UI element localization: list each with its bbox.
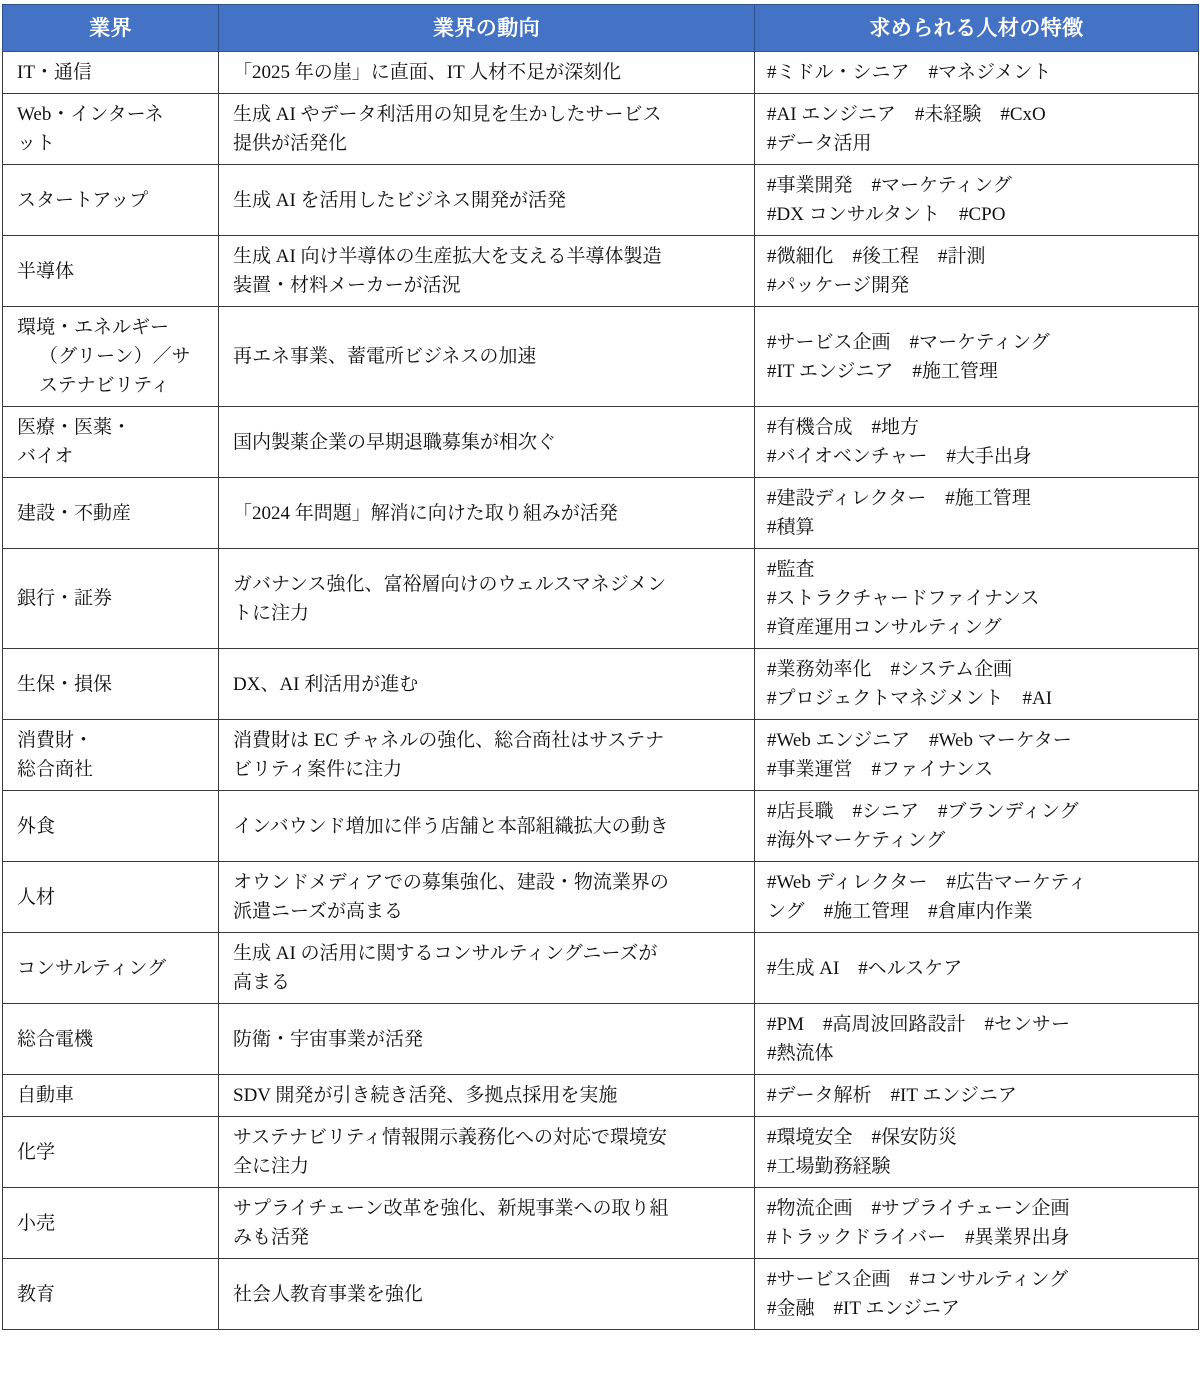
cell-industry-lines — [17, 812, 212, 841]
table-row — [3, 1004, 1199, 1075]
cell-industry-lines — [17, 100, 212, 158]
cell-trend-line: 「2025 年の崖」に直面、IT 人材不足が深刻化 — [233, 62, 622, 83]
cell-talent-line: #サービス企画 #マーケティング — [767, 331, 1050, 353]
cell-talent-line: #熱流体 — [767, 1043, 834, 1064]
cell-industry — [3, 94, 219, 165]
cell-talent-lines — [767, 655, 1190, 713]
cell-talent-line: #サービス企画 #コンサルティング — [767, 1269, 1069, 1290]
cell-talent-lines — [767, 171, 1190, 229]
cell-trend-line: 高まる — [233, 972, 291, 993]
cell-trend — [219, 1188, 755, 1259]
cell-talent — [755, 236, 1199, 307]
cell-industry-lines — [17, 413, 212, 471]
table-row — [3, 649, 1199, 720]
cell-industry — [3, 307, 219, 407]
cell-industry — [3, 1259, 219, 1330]
cell-trend-lines — [233, 670, 744, 699]
cell-trend-lines — [233, 499, 744, 528]
cell-trend-lines — [233, 428, 744, 457]
cell-industry-lines — [17, 954, 212, 983]
cell-talent-lines — [767, 1265, 1190, 1323]
cell-trend-line: 防衛・宇宙事業が活発 — [233, 1028, 424, 1050]
cell-industry-line: 半導体 — [17, 260, 75, 282]
cell-talent — [755, 307, 1199, 407]
cell-trend-line: 生成 AI 向け半導体の生産拡大を支える半導体製造 — [233, 246, 662, 267]
cell-industry — [3, 1075, 219, 1117]
table-row — [3, 1259, 1199, 1330]
cell-talent — [755, 1188, 1199, 1259]
cell-talent-line: #AI エンジニア #未経験 #CxO — [767, 104, 1046, 125]
table-row — [3, 933, 1199, 1004]
cell-industry — [3, 720, 219, 791]
cell-industry-line: 銀行・証券 — [17, 588, 113, 609]
cell-talent-line: #工場勤務経験 — [767, 1156, 891, 1177]
cell-trend-lines — [233, 186, 744, 215]
cell-talent-line: #ミドル・シニア #マネジメント — [767, 62, 1052, 83]
cell-industry-line: 人材 — [17, 886, 56, 908]
cell-trend-lines — [233, 812, 744, 841]
cell-talent-lines — [767, 954, 1190, 983]
cell-industry-lines — [17, 186, 212, 215]
cell-talent-lines — [767, 58, 1190, 87]
cell-trend-line: 派遣ニーズが高まる — [233, 901, 404, 922]
cell-trend — [219, 94, 755, 165]
cell-talent — [755, 791, 1199, 862]
cell-industry-lines — [17, 257, 212, 286]
cell-trend-line: トに注力 — [233, 602, 310, 624]
cell-talent — [755, 1117, 1199, 1188]
cell-talent-line: #事業運営 #ファイナンス — [767, 759, 994, 780]
cell-talent-line: #業務効率化 #システム企画 — [767, 659, 1013, 680]
cell-trend-line: DX、AI 利活用が進む — [233, 673, 419, 695]
cell-industry-line: 教育 — [17, 1283, 56, 1305]
table-row — [3, 1117, 1199, 1188]
cell-talent-line: #金融 #IT エンジニア — [767, 1298, 960, 1319]
cell-trend — [219, 1004, 755, 1075]
cell-trend — [219, 52, 755, 94]
column-header-trend: 業界の動向 — [219, 5, 755, 52]
cell-talent-lines — [767, 868, 1190, 926]
cell-industry-lines — [17, 499, 212, 528]
cell-trend-lines — [233, 1280, 744, 1309]
column-header-talent: 求められる人材の特徴 — [755, 5, 1199, 52]
cell-trend-line: 社会人教育事業を強化 — [233, 1283, 424, 1305]
cell-trend — [219, 791, 755, 862]
cell-talent-line: ング #施工管理 #倉庫内作業 — [767, 901, 1033, 922]
cell-trend-line: サプライチェーン改革を強化、新規事業への取り組 — [233, 1198, 669, 1219]
cell-industry — [3, 165, 219, 236]
table-body — [3, 52, 1199, 1330]
cell-talent-line: #トラックドライバー #異業界出身 — [767, 1227, 1070, 1248]
cell-industry-line: バイオ — [17, 446, 74, 467]
cell-talent — [755, 94, 1199, 165]
cell-talent-line: #パッケージ開発 — [767, 275, 910, 296]
cell-industry-lines — [17, 58, 212, 87]
cell-talent-line: #積算 — [767, 517, 815, 538]
cell-trend-lines — [233, 58, 744, 87]
cell-industry-lines — [17, 1081, 212, 1110]
cell-trend-lines — [233, 342, 744, 371]
cell-industry-lines — [17, 883, 212, 912]
cell-talent-line: #微細化 #後工程 #計測 — [767, 246, 986, 267]
cell-industry-line: ステナビリティ — [39, 375, 170, 396]
cell-industry-lines — [17, 726, 212, 784]
cell-trend — [219, 933, 755, 1004]
cell-talent-line: #PM #高周波回路設計 #センサー — [767, 1014, 1070, 1035]
cell-trend-line: SDV 開発が引き続き活発、多拠点採用を実施 — [233, 1085, 618, 1106]
cell-talent-line: #有機合成 #地方 — [767, 417, 920, 438]
cell-industry-line: 総合電機 — [17, 1028, 94, 1050]
cell-talent-line: #Web ディレクター #広告マーケティ — [767, 872, 1087, 893]
cell-talent — [755, 862, 1199, 933]
cell-talent-line: #生成 AI #ヘルスケア — [767, 957, 963, 979]
cell-industry — [3, 1004, 219, 1075]
cell-talent-line: #海外マーケティング — [767, 830, 946, 851]
cell-trend-line: 国内製薬企業の早期退職募集が相次ぐ — [233, 431, 557, 453]
column-header-industry: 業界 — [3, 5, 219, 52]
cell-talent-line: #事業開発 #マーケティング — [767, 175, 1012, 196]
cell-talent-lines — [767, 1194, 1190, 1252]
table-row — [3, 236, 1199, 307]
cell-industry-lines — [17, 1280, 212, 1309]
cell-trend-lines — [233, 1081, 744, 1110]
cell-trend — [219, 307, 755, 407]
cell-industry-line: （グリーン）／サ — [39, 346, 191, 367]
cell-trend-line: 装置・材料メーカーが活況 — [233, 275, 461, 296]
cell-talent — [755, 1259, 1199, 1330]
cell-talent-line: #物流企画 #サプライチェーン企画 — [767, 1198, 1070, 1219]
cell-trend-line: 再エネ事業、蓄電所ビジネスの加速 — [233, 346, 537, 367]
cell-talent-line: #IT エンジニア #施工管理 — [767, 360, 998, 382]
cell-industry-line: 医療・医薬・ — [17, 417, 132, 438]
cell-talent-lines — [767, 726, 1190, 784]
cell-industry-line: 環境・エネルギー — [17, 317, 170, 338]
cell-trend-line: サステナビリティ情報開示義務化への対応で環境安 — [233, 1127, 667, 1148]
cell-trend-line: 全に注力 — [233, 1156, 310, 1177]
cell-trend-lines — [233, 242, 744, 300]
cell-industry — [3, 791, 219, 862]
cell-talent-line: #データ活用 — [767, 133, 872, 154]
cell-trend-line: 生成 AI の活用に関するコンサルティングニーズが — [233, 943, 658, 964]
cell-trend-line: オウンドメディアでの募集強化、建設・物流業界の — [233, 872, 669, 893]
cell-trend-line: 提供が活発化 — [233, 133, 348, 154]
cell-trend — [219, 1075, 755, 1117]
cell-industry — [3, 1188, 219, 1259]
cell-industry-line: 小売 — [17, 1212, 56, 1234]
cell-talent — [755, 649, 1199, 720]
cell-talent-lines — [767, 1123, 1190, 1181]
table-header — [3, 5, 1199, 52]
cell-talent-line: #監査 — [767, 559, 815, 580]
cell-talent-lines — [767, 1010, 1190, 1068]
cell-trend-lines — [233, 1123, 744, 1181]
cell-talent-lines — [767, 328, 1190, 386]
cell-industry-lines — [17, 670, 212, 699]
cell-industry-line: 総合商社 — [17, 759, 94, 780]
table-row — [3, 52, 1199, 94]
cell-talent — [755, 933, 1199, 1004]
cell-trend-lines — [233, 868, 744, 926]
cell-trend-line: ビリティ案件に注力 — [233, 759, 403, 780]
cell-talent-line: #バイオベンチャー #大手出身 — [767, 446, 1032, 467]
cell-talent — [755, 1075, 1199, 1117]
cell-trend-line: みも活発 — [233, 1227, 310, 1248]
cell-talent — [755, 407, 1199, 478]
table-row — [3, 862, 1199, 933]
table-header-row — [3, 5, 1199, 52]
cell-industry — [3, 52, 219, 94]
cell-talent-lines — [767, 484, 1190, 542]
cell-industry — [3, 649, 219, 720]
cell-trend-line: 消費財は EC チャネルの強化、総合商社はサステナ — [233, 730, 665, 751]
cell-trend-line: ガバナンス強化、富裕層向けのウェルスマネジメン — [233, 573, 667, 595]
cell-trend — [219, 236, 755, 307]
table-row — [3, 1075, 1199, 1117]
cell-talent-line: #Web エンジニア #Web マーケター — [767, 730, 1072, 751]
cell-talent — [755, 52, 1199, 94]
cell-industry-line: IT・通信 — [17, 62, 92, 83]
table-row — [3, 407, 1199, 478]
cell-talent — [755, 549, 1199, 649]
cell-industry-lines — [17, 1138, 212, 1167]
cell-talent — [755, 720, 1199, 791]
cell-industry-line: スタートアップ — [17, 189, 149, 211]
cell-talent-lines — [767, 413, 1190, 471]
cell-industry-line: コンサルティング — [17, 957, 167, 979]
cell-industry-line: 自動車 — [17, 1085, 75, 1106]
table-row — [3, 94, 1199, 165]
table-row — [3, 791, 1199, 862]
cell-industry-line: 外食 — [17, 815, 56, 837]
cell-trend-lines — [233, 570, 744, 628]
cell-industry-line: Web・インターネ — [17, 104, 164, 125]
cell-industry-line: 生保・損保 — [17, 673, 113, 695]
cell-talent-line: #DX コンサルタント #CPO — [767, 204, 1006, 225]
cell-industry-line: 消費財・ — [17, 730, 94, 751]
cell-trend — [219, 549, 755, 649]
table-row — [3, 165, 1199, 236]
cell-talent-line: #ストラクチャードファイナンス — [767, 588, 1040, 609]
cell-industry-lines — [17, 313, 212, 400]
cell-talent — [755, 478, 1199, 549]
cell-industry — [3, 1117, 219, 1188]
cell-industry — [3, 862, 219, 933]
cell-trend — [219, 720, 755, 791]
cell-industry — [3, 478, 219, 549]
cell-industry — [3, 933, 219, 1004]
cell-trend — [219, 1117, 755, 1188]
cell-talent — [755, 165, 1199, 236]
cell-talent-lines — [767, 797, 1190, 855]
cell-trend-lines — [233, 1025, 744, 1054]
cell-trend-line: インバウンド増加に伴う店舗と本部組織拡大の動き — [233, 815, 669, 837]
cell-trend-line: 生成 AI やデータ利活用の知見を生かしたサービス — [233, 104, 662, 125]
cell-industry-lines — [17, 1025, 212, 1054]
cell-industry — [3, 549, 219, 649]
cell-talent-line: #データ解析 #IT エンジニア — [767, 1085, 1017, 1106]
cell-trend — [219, 478, 755, 549]
cell-trend-line: 生成 AI を活用したビジネス開発が活発 — [233, 189, 566, 211]
cell-talent-lines — [767, 242, 1190, 300]
table-row — [3, 307, 1199, 407]
cell-trend — [219, 649, 755, 720]
industry-trend-table — [2, 4, 1199, 1330]
cell-talent-lines — [767, 1081, 1190, 1110]
cell-industry-line: ット — [17, 133, 56, 154]
cell-talent-line: #プロジェクトマネジメント #AI — [767, 688, 1053, 709]
cell-talent-lines — [767, 100, 1190, 158]
cell-trend — [219, 862, 755, 933]
cell-trend-lines — [233, 726, 744, 784]
cell-trend-lines — [233, 939, 744, 997]
table-row — [3, 720, 1199, 791]
cell-trend-lines — [233, 100, 744, 158]
cell-talent-line: #資産運用コンサルティング — [767, 617, 1002, 638]
cell-industry-line: 化学 — [17, 1141, 56, 1163]
cell-trend — [219, 407, 755, 478]
cell-trend-line: 「2024 年問題」解消に向けた取り組みが活発 — [233, 502, 618, 524]
cell-talent-line: #建設ディレクター #施工管理 — [767, 488, 1031, 509]
cell-trend — [219, 165, 755, 236]
cell-industry-lines — [17, 584, 212, 613]
cell-talent-line: #環境安全 #保安防災 — [767, 1127, 958, 1148]
cell-industry — [3, 407, 219, 478]
cell-talent-lines — [767, 555, 1190, 642]
table-row — [3, 1188, 1199, 1259]
cell-industry-line: 建設・不動産 — [17, 502, 132, 524]
cell-talent-line: #店長職 #シニア #ブランディング — [767, 801, 1079, 822]
cell-trend — [219, 1259, 755, 1330]
cell-talent — [755, 1004, 1199, 1075]
cell-industry — [3, 236, 219, 307]
cell-industry-lines — [17, 1209, 212, 1238]
table-row — [3, 478, 1199, 549]
cell-trend-lines — [233, 1194, 744, 1252]
table-row — [3, 549, 1199, 649]
